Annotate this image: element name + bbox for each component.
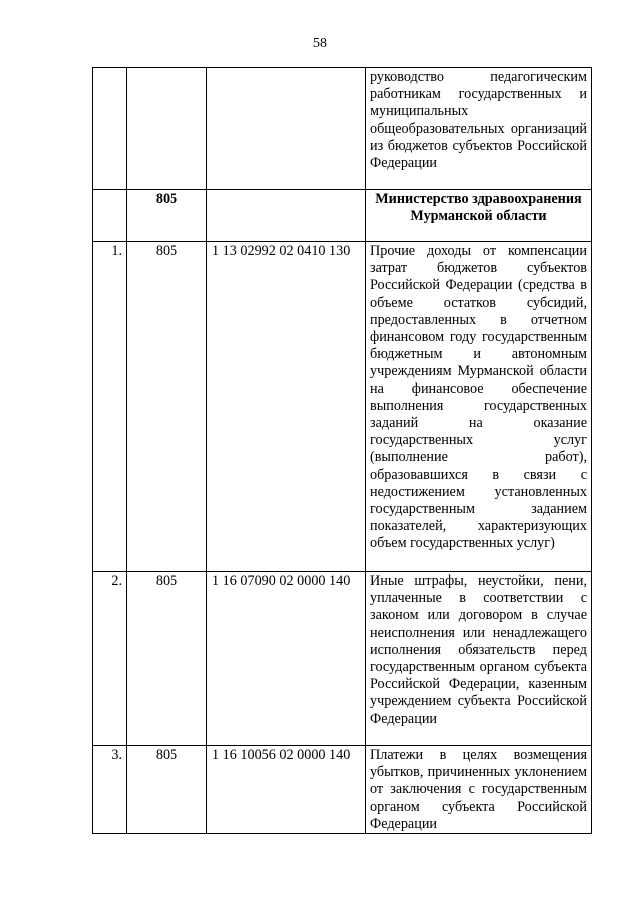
row-number — [93, 68, 127, 190]
budget-code: 1 16 07090 02 0000 140 — [207, 572, 366, 746]
table-row — [93, 242, 592, 572]
ministry-name: Министерство здравоохранения Мурманской области — [366, 190, 592, 242]
admin-code: 805 — [127, 242, 207, 572]
revenue-name: Прочие доходы от компенсации затрат бюджетов субъектов Российской Федерации (средства в объеме остатков субсидий, предоставленных в отчетном финансовом году государственным бюджетным и автономным учреждениям Мурманской области на финансовое обеспечение выполнения государственных заданий на оказание государственных услуг (выполнение работ), образовавшихся в связи с недостижением установленных государственным заданием показателей, характеризующих объем государственных услуг) — [366, 242, 592, 572]
admin-code: 805 — [127, 572, 207, 746]
budget-code — [207, 190, 366, 242]
revenue-name: Иные штрафы, неустойки, пени, уплаченные в соответствии с законом или договором в случае неисполнения или ненадлежащего исполнения обязательств перед государственным органом субъекта Российской Федерации, казенным учреждением субъекта Российской Федерации — [366, 572, 592, 746]
budget-code: 1 16 10056 02 0000 140 — [207, 746, 366, 834]
revenue-name: руководство педагогическим работникам государственных и муниципальных общеобразовательных организаций из бюджетов субъектов Российской Федерации — [366, 68, 592, 190]
admin-code — [127, 68, 207, 190]
budget-code: 1 13 02992 02 0410 130 — [207, 242, 366, 572]
table-row-ministry-header — [93, 190, 592, 242]
row-number: 3. — [93, 746, 127, 834]
page-number: 58 — [313, 36, 327, 51]
table-row — [93, 746, 592, 834]
revenue-name: Платежи в целях возмещения убытков, причиненных уклонением от заключения с государственным органом субъекта Российской Федерации — [366, 746, 592, 834]
row-number — [93, 190, 127, 242]
table-row — [93, 572, 592, 746]
admin-code: 805 — [127, 746, 207, 834]
row-number: 1. — [93, 242, 127, 572]
table-row — [93, 68, 592, 190]
row-number: 2. — [93, 572, 127, 746]
admin-code: 805 — [127, 190, 207, 242]
budget-code — [207, 68, 366, 190]
revenue-table — [92, 67, 592, 834]
